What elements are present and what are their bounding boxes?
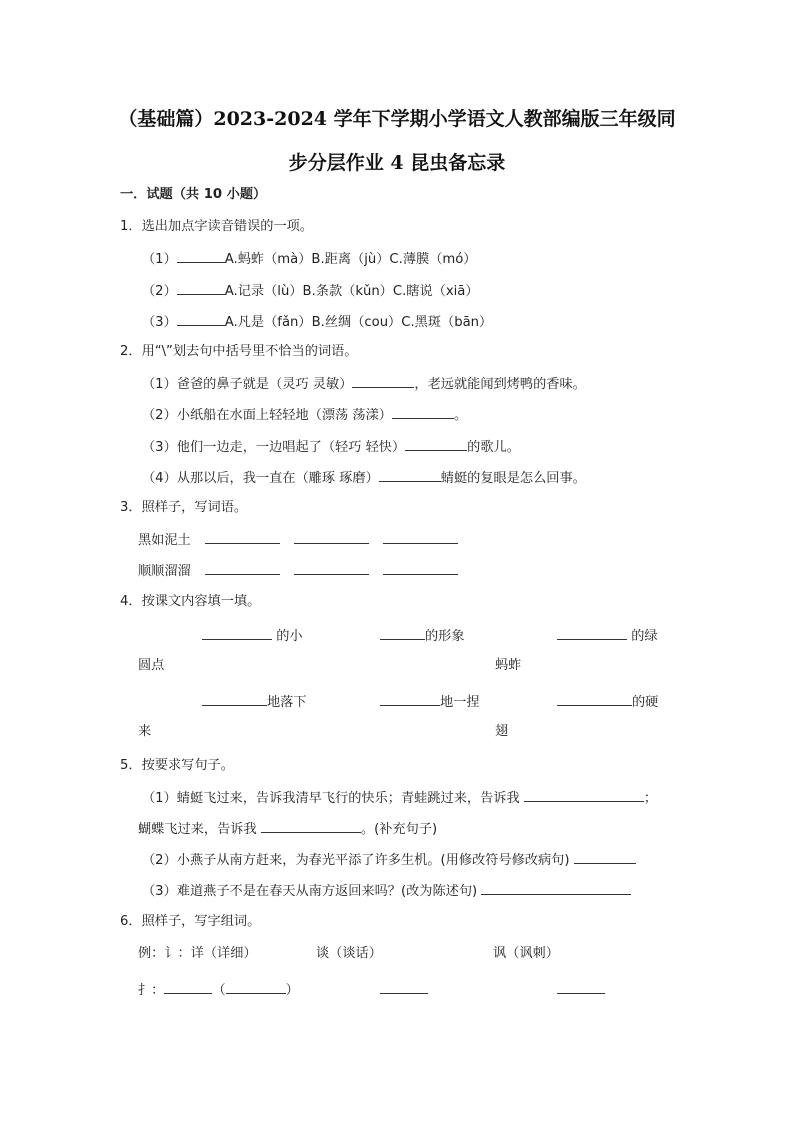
q2-item-3-post: 的歌儿。 bbox=[467, 440, 520, 455]
q3-row-1-blank-3[interactable] bbox=[383, 530, 458, 544]
q6-example-b: 谈（谈话） bbox=[316, 946, 382, 961]
q4-r1-c bbox=[557, 626, 658, 646]
q3-row-1-blank-2[interactable] bbox=[294, 530, 369, 544]
q4-r1-a bbox=[202, 626, 303, 646]
q2-item-3 bbox=[142, 437, 520, 457]
q2-item-4-post: 蜻蜓的复眼是怎么回事。 bbox=[440, 471, 586, 486]
q5-s1b bbox=[138, 819, 437, 839]
q4-r1-a-text: 的小 bbox=[276, 629, 303, 644]
q6-example-c: 讽（讽刺） bbox=[493, 946, 559, 961]
q4-r1-b bbox=[380, 626, 465, 646]
q1-blank-3[interactable] bbox=[177, 312, 225, 326]
page-title-line-2: 步分层作业 4 昆虫备忘录 bbox=[288, 152, 506, 174]
q2-item-4-pre: （4）从那以后，我一直在（雕琢 琢磨） bbox=[142, 471, 379, 486]
q4-r2b-a: 来 bbox=[138, 724, 152, 739]
q6-example-label: 例：讠：详（详细） bbox=[138, 946, 257, 961]
q1-item-1 bbox=[142, 249, 477, 269]
q3-row-2-blank-3[interactable] bbox=[383, 561, 458, 575]
q3-row-1 bbox=[138, 530, 458, 550]
q1-item-3 bbox=[142, 312, 492, 332]
q4-r1-blank-a[interactable] bbox=[202, 626, 272, 640]
q5-s1a-end: ； bbox=[643, 791, 658, 806]
q2-item-3-pre: （3）他们一边走，一边唱起了（轻巧 轻快） bbox=[142, 440, 406, 455]
q3-row-2 bbox=[138, 561, 458, 581]
q4-r1-b-text: 的形象 bbox=[425, 629, 465, 644]
q5-s3 bbox=[142, 881, 631, 901]
q2-item-2 bbox=[142, 405, 467, 425]
q1-item-3-num: （3） bbox=[142, 315, 177, 330]
q1-item-1-num: （1） bbox=[142, 252, 177, 267]
q6-blank-2[interactable] bbox=[380, 980, 428, 994]
q4-r2-a-text: 地落下 bbox=[267, 695, 307, 710]
q5-s1a-blank[interactable] bbox=[524, 788, 644, 802]
q3-stem: 3．照样子，写词语。 bbox=[120, 500, 248, 515]
q2-stem: 2．用“\”划去句中括号里不恰当的词语。 bbox=[120, 344, 358, 359]
q4-r2-blank-a[interactable] bbox=[202, 692, 267, 706]
q5-s3-blank[interactable] bbox=[481, 881, 631, 895]
q1-blank-1[interactable] bbox=[177, 249, 225, 263]
q2-item-2-post: 。 bbox=[453, 408, 468, 423]
q4-r2b-b: 翅 bbox=[495, 724, 509, 739]
q5-s1a bbox=[142, 788, 657, 808]
q6-stem: 6．照样子，写字组词。 bbox=[120, 914, 261, 929]
q2-item-2-pre: （2）小纸船在水面上轻轻地（漂荡 荡漾） bbox=[142, 408, 392, 423]
q4-stem: 4．按课文内容填一填。 bbox=[120, 594, 261, 609]
q6-row bbox=[138, 980, 299, 1000]
q6-row-open: （ bbox=[212, 983, 226, 998]
q1-stem: 1．选出加点字读音错误的一项。 bbox=[120, 219, 314, 234]
q4-r2-a bbox=[202, 692, 307, 712]
q6-row-label: 扌： bbox=[138, 983, 165, 998]
q5-s1a-text: （1）蜻蜓飞过来，告诉我清早飞行的快乐；青蛙跳过来，告诉我 bbox=[142, 791, 520, 806]
q3-row-1-label: 黑如泥土 bbox=[138, 533, 191, 548]
q5-s2-blank[interactable] bbox=[574, 850, 636, 864]
q5-s2 bbox=[142, 850, 636, 870]
q2-blank-1[interactable] bbox=[352, 374, 414, 388]
q5-s3-text: （3）难道燕子不是在春天从南方返回来吗？(改为陈述句) bbox=[142, 884, 478, 899]
section-heading: 一．试题（共 10 小题） bbox=[120, 187, 267, 202]
q3-row-1-blank-1[interactable] bbox=[205, 530, 280, 544]
q5-s1b-blank[interactable] bbox=[261, 819, 361, 833]
q3-row-2-label: 顺顺溜溜 bbox=[138, 564, 191, 579]
q1-item-2-num: （2） bbox=[142, 284, 177, 299]
q4-r2-b bbox=[380, 692, 480, 712]
q6-blank-3[interactable] bbox=[557, 980, 605, 994]
q1-blank-2[interactable] bbox=[177, 281, 225, 295]
q6-blank-2-wrap bbox=[380, 980, 428, 1000]
q5-s2-text: （2）小燕子从南方赶来，为春光平添了许多生机。(用修改符号修改病句) bbox=[142, 853, 570, 868]
q6-blank-char[interactable] bbox=[164, 980, 212, 994]
page-title-line-1: （基础篇）2023-2024 学年下学期小学语文人教部编版三年级同 bbox=[118, 108, 676, 130]
q4-r1b-a: 圆点 bbox=[138, 658, 165, 673]
q2-item-4 bbox=[142, 468, 586, 488]
q2-blank-2[interactable] bbox=[392, 405, 454, 419]
q1-item-2-text: A.记录（lù）B.条款（kǔn）C.瞎说（xiā） bbox=[224, 284, 479, 299]
q4-r1-c-text: 的绿 bbox=[631, 629, 658, 644]
q5-s1b-pre: 蝴蝶飞过来，告诉我 bbox=[138, 822, 257, 837]
q2-item-1-pre: （1）爸爸的鼻子就是（灵巧 灵敏） bbox=[142, 377, 353, 392]
q1-item-3-text: A.凡是（fǎn）B.丝绸（cou）C.黑斑（bān） bbox=[224, 315, 493, 330]
q5-s1b-post: 。(补充句子) bbox=[360, 822, 438, 837]
q4-r2-c-text: 的硬 bbox=[632, 695, 659, 710]
q3-row-2-blank-2[interactable] bbox=[294, 561, 369, 575]
q1-item-2 bbox=[142, 281, 479, 301]
q4-r2-blank-b[interactable] bbox=[380, 692, 440, 706]
q4-r1b-b: 蚂蚱 bbox=[495, 658, 522, 673]
q4-r1-blank-c[interactable] bbox=[557, 626, 627, 640]
q2-blank-3[interactable] bbox=[405, 437, 467, 451]
q4-r1-blank-b[interactable] bbox=[380, 626, 425, 640]
q4-r2-c bbox=[557, 692, 658, 712]
q2-blank-4[interactable] bbox=[379, 468, 441, 482]
q1-item-1-text: A.蚂蚱（mà）B.距离（jù）C.薄膜（mó） bbox=[224, 252, 477, 267]
q4-r2-b-text: 地一捏 bbox=[440, 695, 480, 710]
q5-stem: 5．按要求写句子。 bbox=[120, 758, 234, 773]
q2-item-1 bbox=[142, 374, 586, 394]
q2-item-1-post: ，老远就能闻到烤鸭的香味。 bbox=[414, 377, 586, 392]
q6-blank-word[interactable] bbox=[226, 980, 286, 994]
q3-row-2-blank-1[interactable] bbox=[205, 561, 280, 575]
q6-blank-3-wrap bbox=[557, 980, 605, 1000]
q4-r2-blank-c[interactable] bbox=[557, 692, 632, 706]
q6-row-close: ） bbox=[285, 983, 299, 998]
